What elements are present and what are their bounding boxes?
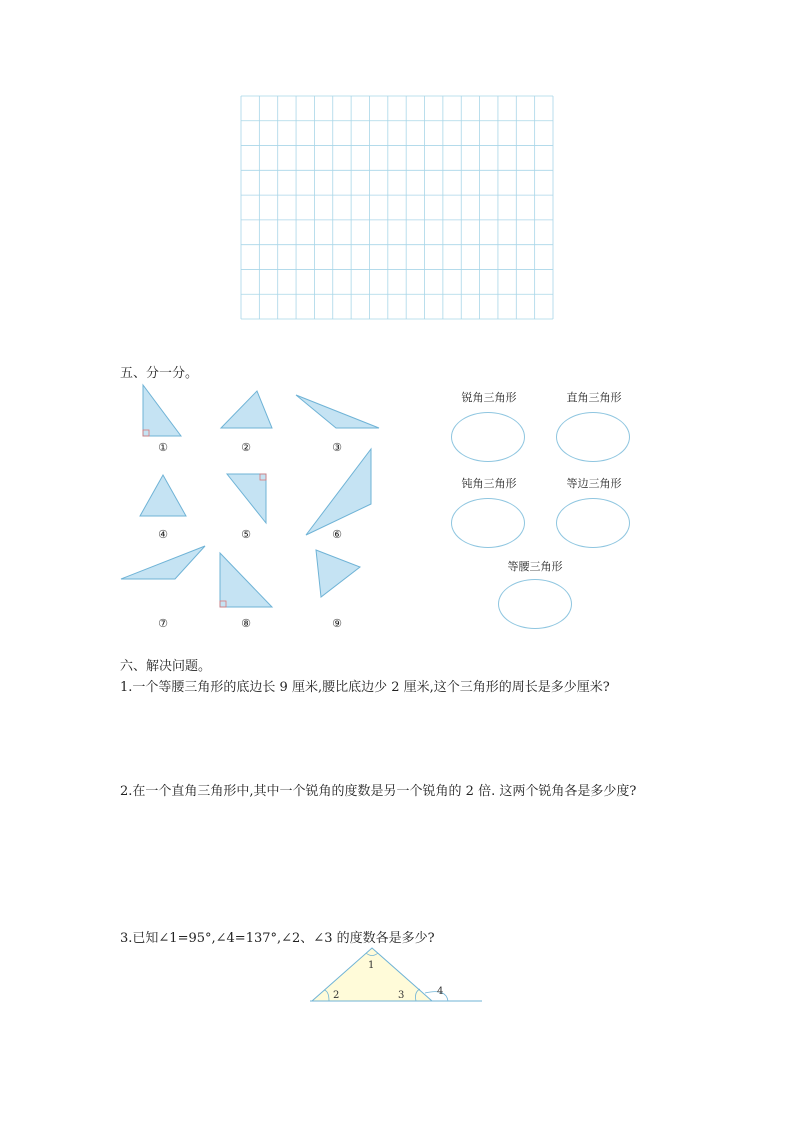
triangle-label-8: ⑧ [241, 617, 251, 630]
category-label-isosceles: 等腰三角形 [507, 560, 563, 573]
triangle-label-6: ⑥ [332, 528, 342, 541]
triangle-label-9: ⑨ [332, 617, 342, 630]
angle-label-4: 4 [437, 986, 444, 997]
triangle-label-5: ⑤ [241, 528, 251, 541]
question-1: 1.一个等腰三角形的底边长 9 厘米,腰比底边少 2 厘米,这个三角形的周长是多少厘米? [120, 680, 610, 695]
triangle-label-1: ① [158, 441, 168, 454]
section-6-title: 六、解决问题。 [120, 659, 212, 674]
category-label-acute: 锐角三角形 [461, 391, 517, 404]
angle-triangle [312, 948, 432, 1001]
category-label-right: 直角三角形 [566, 391, 622, 404]
question-3: 3.已知∠1=95°,∠4=137°,∠2、∠3 的度数各是多少? [120, 931, 435, 946]
angle-label-1: 1 [368, 960, 375, 971]
triangle-label-7: ⑦ [158, 617, 168, 630]
triangle-label-4: ④ [158, 528, 168, 541]
question-2: 2.在一个直角三角形中,其中一个锐角的度数是另一个锐角的 2 倍. 这两个锐角各是多少度? [120, 784, 637, 799]
angle-label-2: 2 [333, 990, 340, 1001]
triangle-label-3: ③ [332, 441, 342, 454]
category-label-obtuse: 钝角三角形 [461, 477, 517, 490]
triangle-label-2: ② [241, 441, 251, 454]
angle-label-3: 3 [398, 990, 405, 1001]
category-label-equilateral: 等边三角形 [566, 477, 622, 490]
section-5-title: 五、分一分。 [120, 366, 199, 381]
